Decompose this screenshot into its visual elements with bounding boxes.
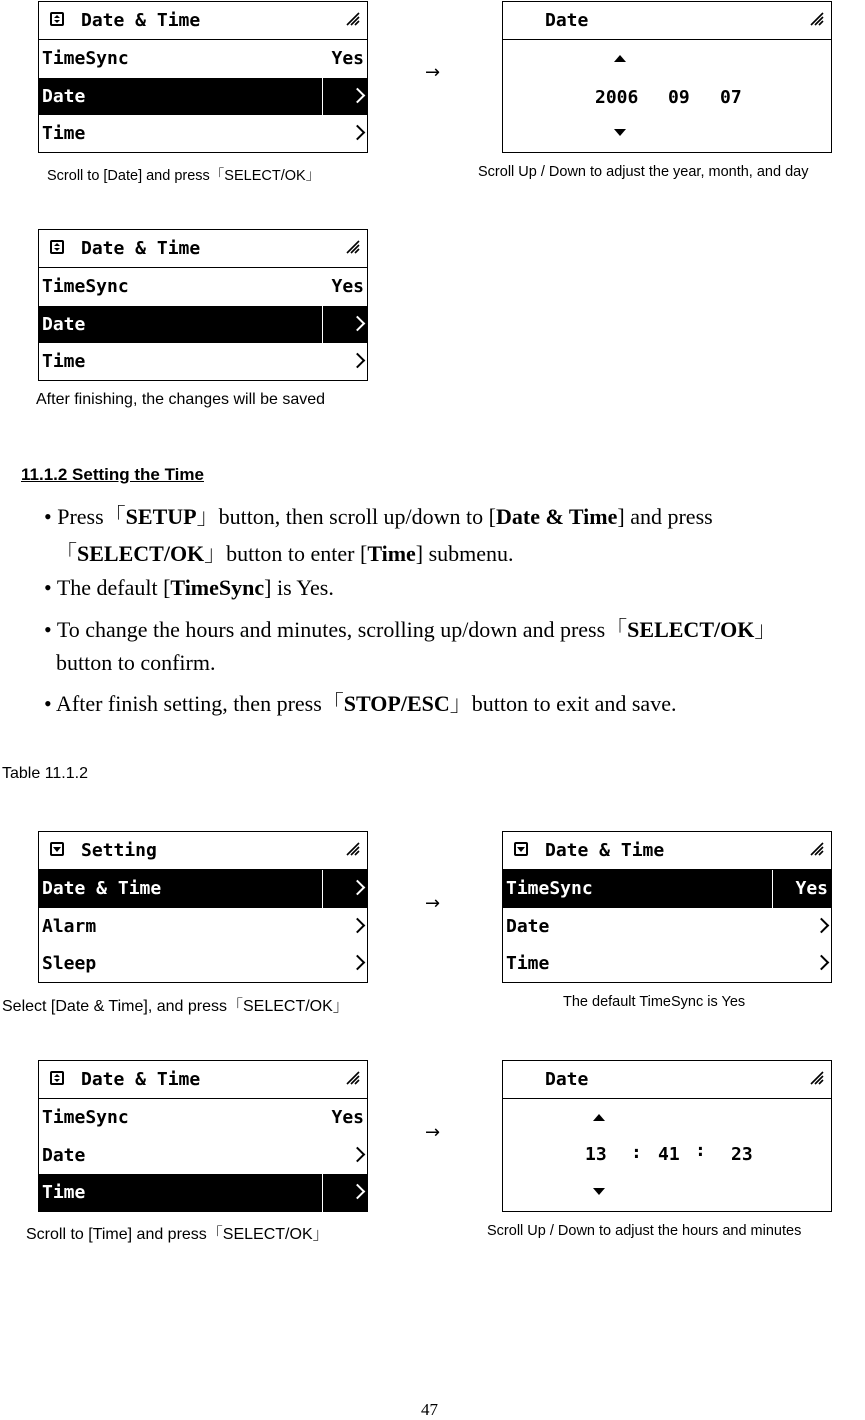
signal-icon [345,239,361,255]
menu-row-timesync[interactable]: TimeSync Yes [42,276,364,297]
menu-row-timesync[interactable]: TimeSync Yes [42,48,364,69]
signal-icon [345,841,361,857]
scroll-down-icon[interactable] [614,129,626,136]
menu-row-time[interactable]: Time [39,1174,367,1212]
menu-row-date[interactable]: Date [39,306,367,344]
chevron-right-icon [350,880,366,896]
scroll-updown-icon [50,240,64,254]
lcd-title: Date & Time [545,840,665,861]
flow-arrow: → [425,62,441,83]
scroll-down-icon [50,842,64,856]
menu-row-time[interactable]: Time [39,343,367,381]
caption: Select [Date & Time], and press「SELECT/OK」 [2,998,349,1015]
scroll-up-icon[interactable] [593,1114,605,1121]
menu-row-date[interactable]: Date [39,1137,367,1175]
signal-icon [345,1070,361,1086]
lcd-screen-date-adjust [502,1,832,153]
menu-row-date[interactable]: Date [39,78,367,116]
chevron-right-icon [350,955,366,971]
lcd-screen-time-adjust [502,1060,832,1212]
chevron-right-icon [350,125,366,141]
lcd-header [39,230,367,268]
signal-icon [345,11,361,27]
chevron-right-icon [350,315,366,331]
lcd-screen-date-time-menu [38,1,368,153]
menu-row-alarm[interactable]: Alarm [39,908,367,946]
chevron-right-icon [814,917,830,933]
lcd-header [39,2,367,40]
menu-row-timesync[interactable]: TimeSync Yes [503,870,831,908]
scroll-up-icon[interactable] [614,55,626,62]
caption: Scroll Up / Down to adjust the year, month, and day [478,164,809,180]
colon-separator: : [631,1142,642,1163]
menu-row-timesync[interactable]: TimeSync Yes [42,1107,364,1128]
bullet-1-cont: 「SELECT/OK」button to enter [Time] submenu. [55,541,514,566]
lcd-screen-date-time-default [502,831,832,983]
menu-row-date-time[interactable]: Date & Time [39,870,367,908]
bullet-4: • After finish setting, then press「STOP/ESC」button to exit and save. [44,691,677,716]
chevron-right-icon [350,917,366,933]
chevron-right-icon [350,1184,366,1200]
lcd-header [503,1061,831,1099]
lcd-title: Date [545,10,589,31]
chevron-right-icon [350,353,366,369]
year-value[interactable]: 2006 [595,87,639,108]
bullet-1: • Press「SETUP」button, then scroll up/down to [Date & Time] and press [44,504,713,529]
page-number: 47 [421,1400,438,1419]
signal-icon [809,841,825,857]
flow-arrow: → [425,1122,441,1143]
caption: Scroll to [Date] and press「SELECT/OK」 [47,168,321,184]
bullet-2: • The default [TimeSync] is Yes. [44,575,334,600]
menu-row-time[interactable]: Time [39,115,367,153]
signal-icon [809,11,825,27]
lcd-header [39,1061,367,1099]
menu-row-sleep[interactable]: Sleep [39,945,367,983]
month-value[interactable]: 09 [668,87,690,108]
lcd-title: Setting [81,840,157,861]
scroll-updown-icon [50,1071,64,1085]
lcd-header [503,2,831,40]
scroll-updown-icon [50,12,64,26]
lcd-title: Date & Time [81,10,201,31]
chevron-right-icon [350,1146,366,1162]
chevron-right-icon [350,87,366,103]
caption: Scroll Up / Down to adjust the hours and minutes [487,1223,802,1239]
caption: The default TimeSync is Yes [563,994,746,1010]
day-value[interactable]: 07 [720,87,742,108]
lcd-title: Date & Time [81,1069,201,1090]
signal-icon [809,1070,825,1086]
section-heading: 11.1.2 Setting the Time [21,465,204,484]
second-value[interactable]: 23 [731,1144,753,1165]
hour-value[interactable]: 13 [585,1144,607,1165]
bullet-3-cont: button to confirm. [56,650,216,675]
chevron-right-icon [814,955,830,971]
lcd-title: Date [545,1069,589,1090]
flow-arrow: → [425,893,441,914]
scroll-down-icon[interactable] [593,1188,605,1195]
lcd-header [503,832,831,870]
scroll-down-icon [514,842,528,856]
menu-row-date[interactable]: Date [503,908,831,946]
menu-row-time[interactable]: Time [503,945,831,983]
lcd-title: Date & Time [81,238,201,259]
lcd-screen-time-select [38,1060,368,1212]
caption: Scroll to [Time] and press「SELECT/OK」 [26,1226,329,1243]
lcd-header [39,832,367,870]
lcd-screen-setting-menu [38,831,368,983]
bullet-3: • To change the hours and minutes, scrolling up/down and press「SELECT/OK」 [44,617,777,642]
caption: After finishing, the changes will be saved [36,391,326,408]
colon-separator: : [695,1140,706,1161]
table-label: Table 11.1.2 [2,765,88,782]
lcd-screen-date-time-saved [38,229,368,381]
minute-value[interactable]: 41 [658,1144,680,1165]
